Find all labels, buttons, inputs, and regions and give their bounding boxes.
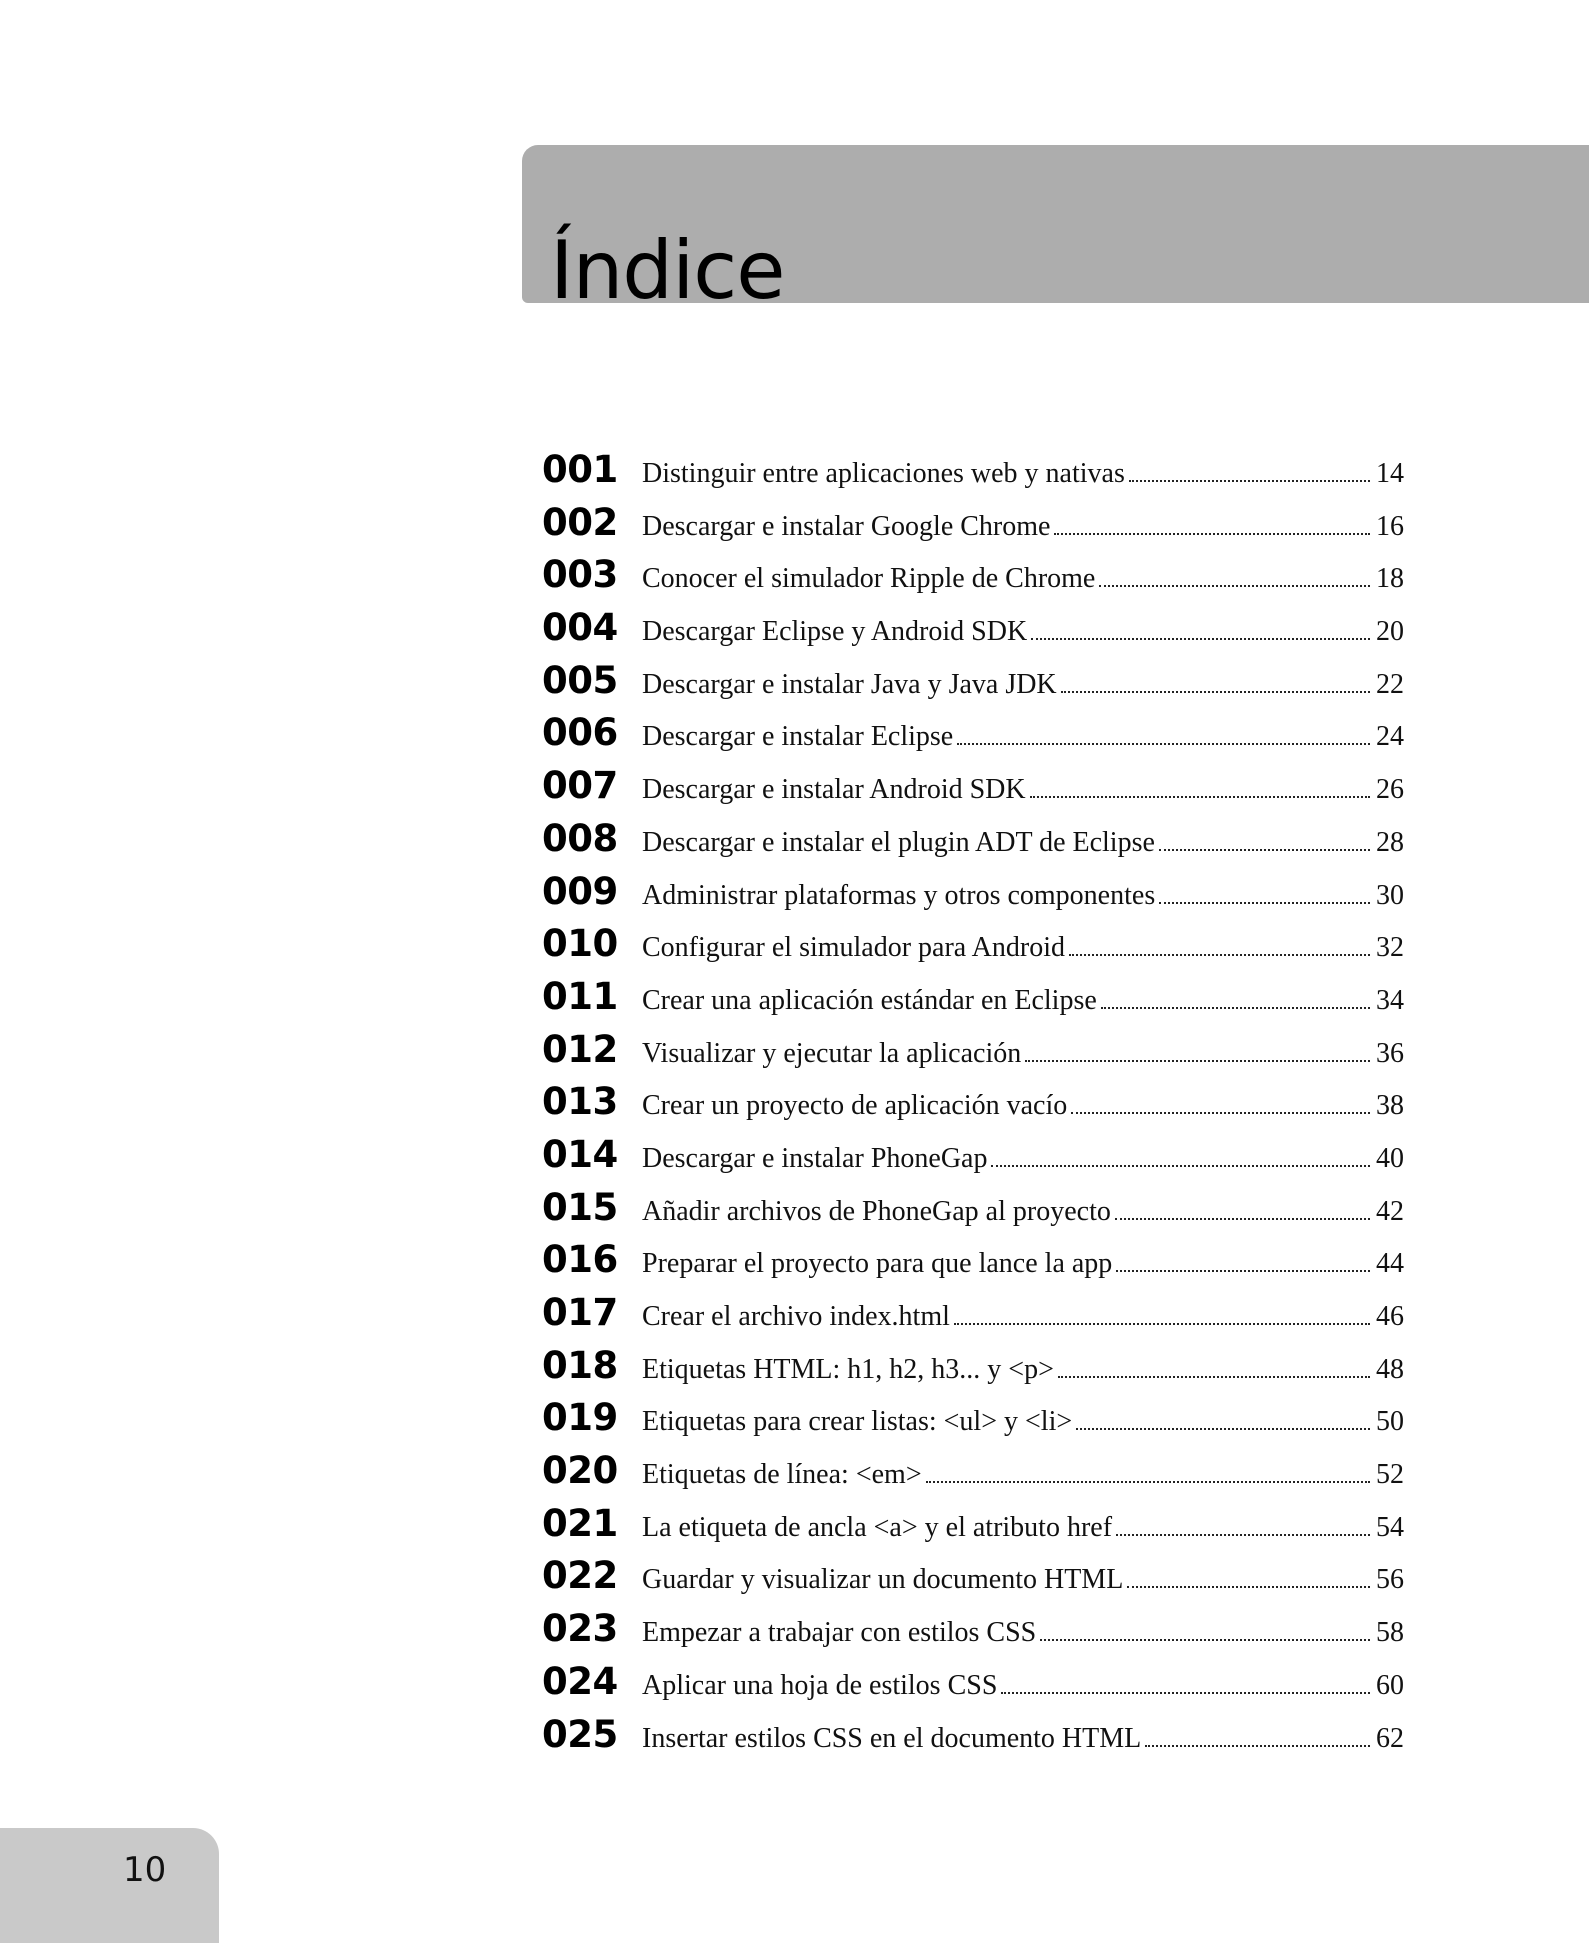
toc-entry [542, 448, 1404, 501]
page-title: Índice [550, 224, 785, 317]
toc-entry [542, 817, 1404, 870]
toc-entry-number: 024 [542, 1659, 618, 1703]
toc-entry-title: La etiqueta de ancla <a> y el atributo href [642, 1511, 1113, 1543]
toc-leader-dots [1159, 902, 1370, 904]
toc-entry-number: 020 [542, 1449, 618, 1493]
toc-entry [542, 1344, 1404, 1397]
toc-entry [542, 1186, 1404, 1239]
toc-entry [542, 764, 1404, 817]
toc-entry [542, 501, 1404, 554]
toc-entry-title: Etiquetas HTML: h1, h2, h3... y <p> [642, 1353, 1054, 1385]
toc-leader-dots [1101, 1007, 1370, 1009]
toc-leader-dots [1116, 1270, 1370, 1272]
toc-entry-number: 022 [542, 1554, 618, 1598]
toc-leader-dots [1054, 533, 1370, 535]
toc-entry [542, 1080, 1404, 1133]
toc-entry-title: Etiquetas para crear listas: <ul> y <li> [642, 1406, 1073, 1438]
toc-entry [542, 1133, 1404, 1186]
toc-entry-title: Añadir archivos de PhoneGap al proyecto [642, 1195, 1111, 1227]
toc-entry-title: Guardar y visualizar un documento HTML [642, 1564, 1124, 1596]
toc-entry-page: 60 [1376, 1669, 1404, 1701]
toc-entry-page: 36 [1376, 1037, 1404, 1069]
toc-leader-dots [1030, 796, 1370, 798]
toc-entry [542, 922, 1404, 975]
toc-entry-number: 014 [542, 1132, 618, 1176]
toc-entry [542, 1028, 1404, 1081]
toc-entry-title: Crear el archivo index.html [642, 1301, 950, 1332]
toc-leader-dots [1069, 954, 1370, 956]
toc-entry-number: 012 [542, 1027, 618, 1071]
toc-entry-title: Visualizar y ejecutar la aplicación [642, 1037, 1022, 1069]
toc-leader-dots [1145, 1745, 1370, 1747]
toc-entry-title: Etiquetas de línea: <em> [642, 1459, 922, 1491]
toc-entry-title: Distinguir entre aplicaciones web y nativas [642, 458, 1125, 489]
toc-entry-title: Descargar Eclipse y Android SDK [642, 616, 1028, 648]
toc-entry [542, 711, 1404, 764]
toc-entry [542, 659, 1404, 712]
toc-entry [542, 1660, 1404, 1713]
toc-entry-page: 20 [1376, 616, 1404, 648]
toc-entry-title: Administrar plataformas y otros componentes [642, 879, 1156, 911]
toc-entry-page: 52 [1376, 1459, 1404, 1491]
toc-entry-page: 30 [1376, 879, 1404, 911]
toc-leader-dots [1099, 585, 1370, 587]
toc-entry-number: 010 [542, 922, 618, 966]
toc-entry-page: 58 [1376, 1617, 1404, 1649]
toc-leader-dots [1025, 1060, 1370, 1062]
toc-entry-title: Descargar e instalar Android SDK [642, 774, 1026, 806]
toc-entry-title: Crear una aplicación estándar en Eclipse [642, 984, 1097, 1016]
toc-leader-dots [926, 1481, 1370, 1483]
toc-entry-page: 32 [1376, 932, 1404, 964]
toc-entry-page: 44 [1376, 1248, 1404, 1280]
toc-entry-page: 28 [1376, 826, 1404, 858]
toc-entry [542, 1449, 1404, 1502]
toc-entry [542, 1713, 1404, 1766]
table-of-contents [542, 448, 1404, 1765]
toc-entry-number: 002 [542, 500, 618, 544]
toc-entry-page: 24 [1376, 721, 1404, 753]
toc-entry [542, 1238, 1404, 1291]
toc-leader-dots [1061, 691, 1370, 693]
toc-leader-dots [1127, 1586, 1370, 1588]
toc-leader-dots [1115, 1218, 1370, 1220]
toc-entry [542, 1554, 1404, 1607]
toc-entry [542, 870, 1404, 923]
toc-entry-number: 013 [542, 1080, 618, 1124]
toc-leader-dots [954, 1323, 1370, 1325]
toc-entry-number: 001 [542, 448, 618, 491]
toc-entry [542, 975, 1404, 1028]
toc-leader-dots [991, 1165, 1370, 1167]
toc-entry-number: 003 [542, 553, 618, 597]
toc-entry-title: Descargar e instalar Eclipse [642, 721, 954, 753]
toc-entry-page: 46 [1376, 1301, 1404, 1332]
toc-entry-number: 005 [542, 658, 618, 702]
toc-entry-title: Descargar e instalar Java y Java JDK [642, 668, 1057, 700]
toc-entry [542, 553, 1404, 606]
toc-entry-title: Preparar el proyecto para que lance la app [642, 1248, 1113, 1280]
toc-entry-title: Empezar a trabajar con estilos CSS [642, 1617, 1037, 1649]
toc-entry-number: 016 [542, 1238, 618, 1282]
toc-entry [542, 1607, 1404, 1660]
page-number: 10 [123, 1850, 167, 1890]
toc-entry-page: 48 [1376, 1353, 1404, 1385]
toc-entry-number: 023 [542, 1607, 618, 1651]
toc-entry-title: Insertar estilos CSS en el documento HTML [642, 1722, 1142, 1754]
toc-entry-page: 56 [1376, 1564, 1404, 1596]
page-number-tab [0, 1828, 219, 1943]
toc-entry-number: 006 [542, 711, 618, 755]
toc-entry-title: Crear un proyecto de aplicación vacío [642, 1090, 1068, 1122]
toc-entry-number: 025 [542, 1712, 618, 1756]
toc-entry-page: 14 [1376, 458, 1404, 489]
toc-entry-title: Conocer el simulador Ripple de Chrome [642, 563, 1096, 595]
toc-leader-dots [1071, 1112, 1370, 1114]
toc-entry-number: 007 [542, 764, 618, 808]
toc-entry-page: 40 [1376, 1142, 1404, 1174]
toc-leader-dots [1129, 480, 1370, 482]
toc-entry [542, 606, 1404, 659]
toc-entry-title: Descargar e instalar el plugin ADT de Eclipse [642, 826, 1155, 858]
toc-entry-number: 009 [542, 869, 618, 913]
toc-entry-page: 54 [1376, 1511, 1404, 1543]
toc-entry-number: 004 [542, 606, 618, 650]
toc-leader-dots [957, 743, 1370, 745]
toc-entry [542, 1502, 1404, 1555]
toc-entry-number: 021 [542, 1501, 618, 1545]
toc-entry-number: 011 [542, 974, 618, 1018]
toc-entry-number: 019 [542, 1396, 618, 1440]
toc-entry-number: 008 [542, 816, 618, 860]
toc-leader-dots [1058, 1376, 1370, 1378]
toc-leader-dots [1031, 638, 1370, 640]
toc-entry-page: 34 [1376, 984, 1404, 1016]
toc-entry [542, 1291, 1404, 1344]
toc-entry-page: 26 [1376, 774, 1404, 806]
toc-entry-page: 50 [1376, 1406, 1404, 1438]
toc-entry-page: 62 [1376, 1722, 1404, 1754]
toc-entry-title: Descargar e instalar Google Chrome [642, 510, 1051, 542]
toc-entry-title: Aplicar una hoja de estilos CSS [642, 1669, 998, 1701]
toc-leader-dots [1040, 1639, 1370, 1641]
toc-entry-number: 018 [542, 1343, 618, 1387]
toc-entry-page: 22 [1376, 668, 1404, 700]
toc-entry-title: Descargar e instalar PhoneGap [642, 1142, 988, 1174]
toc-entry [542, 1396, 1404, 1449]
toc-entry-page: 42 [1376, 1195, 1404, 1227]
toc-leader-dots [1076, 1428, 1370, 1430]
toc-entry-title: Configurar el simulador para Android [642, 932, 1066, 964]
title-band [522, 145, 1589, 317]
toc-entry-number: 017 [542, 1291, 618, 1334]
toc-leader-dots [1001, 1692, 1370, 1694]
toc-leader-dots [1116, 1534, 1370, 1536]
toc-leader-dots [1159, 849, 1370, 851]
toc-entry-number: 015 [542, 1185, 618, 1229]
toc-entry-page: 18 [1376, 563, 1404, 595]
toc-entry-page: 16 [1376, 510, 1404, 542]
toc-entry-page: 38 [1376, 1090, 1404, 1122]
